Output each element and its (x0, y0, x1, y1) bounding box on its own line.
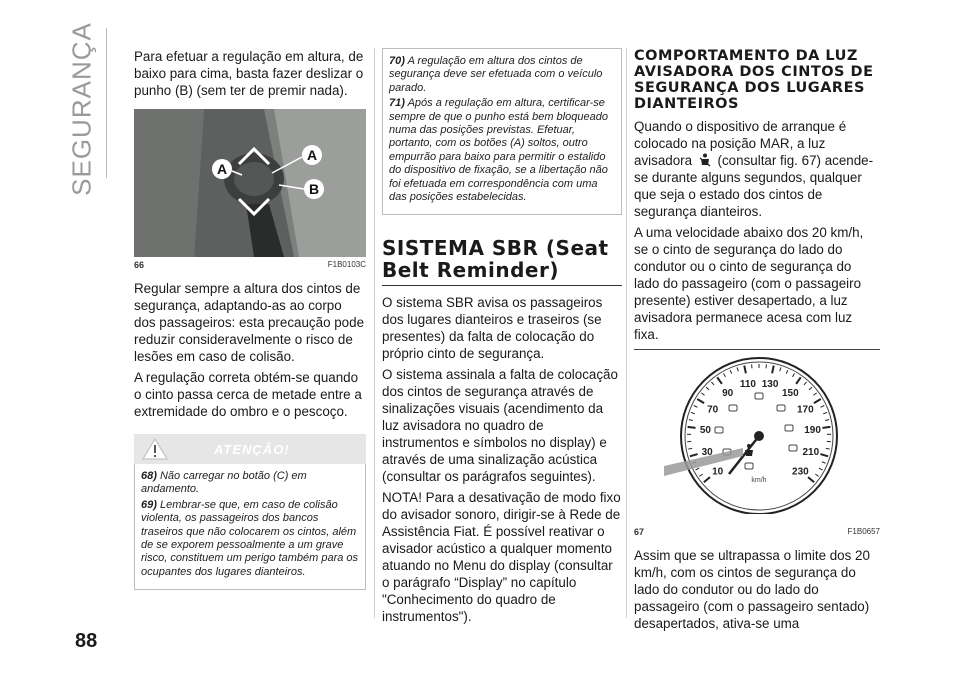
gauge-tick-mark (688, 427, 696, 428)
column-divider (626, 48, 627, 618)
gauge-tick-label: 30 (701, 447, 713, 459)
warning-item: 71) Após a regulação em altura, certificar-se sempre de que o punho está bem bloqueado numa das posições previstas. Efetuar, portanto, com os botões (A) soltos, outro empurrão para baixo para permitir o estalido do dispositivo de fixação, se a libertação não foi efetuada em correspondência com uma das posições estabelecidas. (389, 97, 608, 204)
gauge-tick-label: 210 (802, 447, 820, 459)
column-divider (374, 48, 375, 618)
warning-item: 69) Lembrar-se que, em caso de colisão violenta, os passageiros dos bancos traseiros que não colocarem os cintos, além de se exporem pessoalmente a um grave risco, constituem um perigo também para os ocupantes dos lugares dianteiros. (141, 498, 359, 578)
gauge-unit: km/h (751, 477, 767, 484)
figure-caption (634, 527, 880, 537)
gauge-tick-label: 170 (796, 404, 814, 416)
column-1 (134, 48, 366, 590)
gauge-tick-label: 110 (739, 379, 757, 391)
figure-number: 66 (134, 260, 145, 270)
gauge-hub (754, 431, 764, 441)
figure-67-speedometer (634, 349, 880, 524)
seatbelt-lamp-icon (747, 444, 751, 448)
warning-box-continued (382, 48, 622, 215)
figure-caption (134, 260, 366, 270)
gauge-tick-label: 130 (761, 379, 779, 391)
seatbelt-height-adjuster-illustration (134, 109, 366, 257)
column-2 (382, 48, 622, 629)
paragraph: Assim que se ultrapassa o limite dos 20 km/h, com os cintos de segurança do lado do condutor ou do lado do passageiro (com o passageiro sentado) desapertados, ativa-se uma (634, 548, 870, 631)
gauge-tick-label: 70 (707, 404, 719, 416)
section-heading: SISTEMA SBR (Seat Belt Reminder) (382, 237, 622, 286)
gauge-tick-mark (826, 448, 830, 449)
label-a: A (216, 161, 228, 177)
gauge-tick-mark (822, 427, 830, 428)
page-number: 88 (75, 630, 98, 652)
warning-item: 70) A regulação em altura dos cintos de segurança deve ser efetuada com o veículo parado. (389, 55, 603, 94)
speedometer-illustration (634, 354, 880, 514)
gauge-tick-label: 50 (699, 425, 711, 437)
warning-header (134, 434, 366, 464)
section-divider (106, 28, 107, 178)
paragraph: A uma velocidade abaixo dos 20 km/h, se o cinto de segurança do lado do condutor ou o cinto de segurança do lado do passageiro (com o passageiro presente) estiver desapertado, a luz avisadora permanece acesa com luz fixa. (634, 225, 864, 342)
gauge-tick-label: 190 (804, 425, 821, 437)
gauge-tick-mark (688, 448, 692, 449)
paragraph: Regular sempre a altura dos cintos de segurança, adaptando-as ao corpo dos passageiros: esta precaução pode reduzir consideravelmente o risco de lesões em caso de colisão. (134, 281, 365, 364)
figure-66-photo (134, 109, 366, 257)
warning-item: 68) Não carregar no botão (C) em andamento. (141, 470, 307, 496)
gauge-tick-label: 90 (722, 388, 734, 400)
section-heading: COMPORTAMENTO DA LUZ AVISADORA DOS CINTOS DE SEGURANÇA DOS LUGARES DIANTEIROS (634, 48, 874, 112)
paragraph: NOTA! Para a desativação de modo fixo do avisador sonoro, dirigir-se à Rede de Assistência Fiat. É possível reativar o avisador acústico a qualquer momento atuando no Menu do display (consultar o parágrafo “Display” no capítulo "Conhecimento do quadro de instrumentos"). (382, 490, 621, 625)
column-3 (634, 48, 880, 636)
warning-triangle-icon (142, 438, 168, 460)
figure-code: F1B0103C (327, 260, 366, 269)
seatbelt-lamp-body (745, 450, 753, 456)
gauge-tick-label: 10 (712, 466, 724, 478)
section-title: SEGURANÇA (66, 22, 97, 196)
paragraph: Para efetuar a regulação em altura, de baixo para cima, basta fazer deslizar o punho (B) (sem ter de premir nada). (134, 49, 364, 98)
figure-number: 67 (634, 527, 645, 537)
warning-title: ATENÇÃO! (214, 441, 290, 457)
label-b: B (308, 181, 320, 197)
paragraph: A regulação correta obtém-se quando o cinto passa cerca de metade entre a extremidade do ombro e o pescoço. (134, 370, 362, 419)
paragraph: Quando o dispositivo de arranque é colocado na posição MAR, a luz avisadora (consultar fig. 67) acende-se durante alguns segundos, qualquer que seja o estado dos cintos de segurança dianteiros. (634, 119, 874, 219)
warning-box (134, 464, 366, 590)
gauge-tick-label: 230 (792, 466, 809, 478)
gauge-tick-label: 150 (781, 388, 799, 400)
paragraph: O sistema SBR avisa os passageiros dos lugares dianteiros e traseiros (se presentes) da falta de colocação do próprio cinto de segurança. (382, 295, 603, 362)
figure-code: F1B0657 (847, 527, 880, 536)
label-a: A (306, 147, 318, 163)
paragraph: O sistema assinala a falta de colocação dos cintos de segurança através de sinalizações visuais (acendimento da luz avisadora no quadro de instrumentos e símbolos no display) e através de uma sinalização acústica (consultar os parágrafos seguintes). (382, 367, 618, 485)
seatbelt-warning-icon (699, 153, 711, 167)
